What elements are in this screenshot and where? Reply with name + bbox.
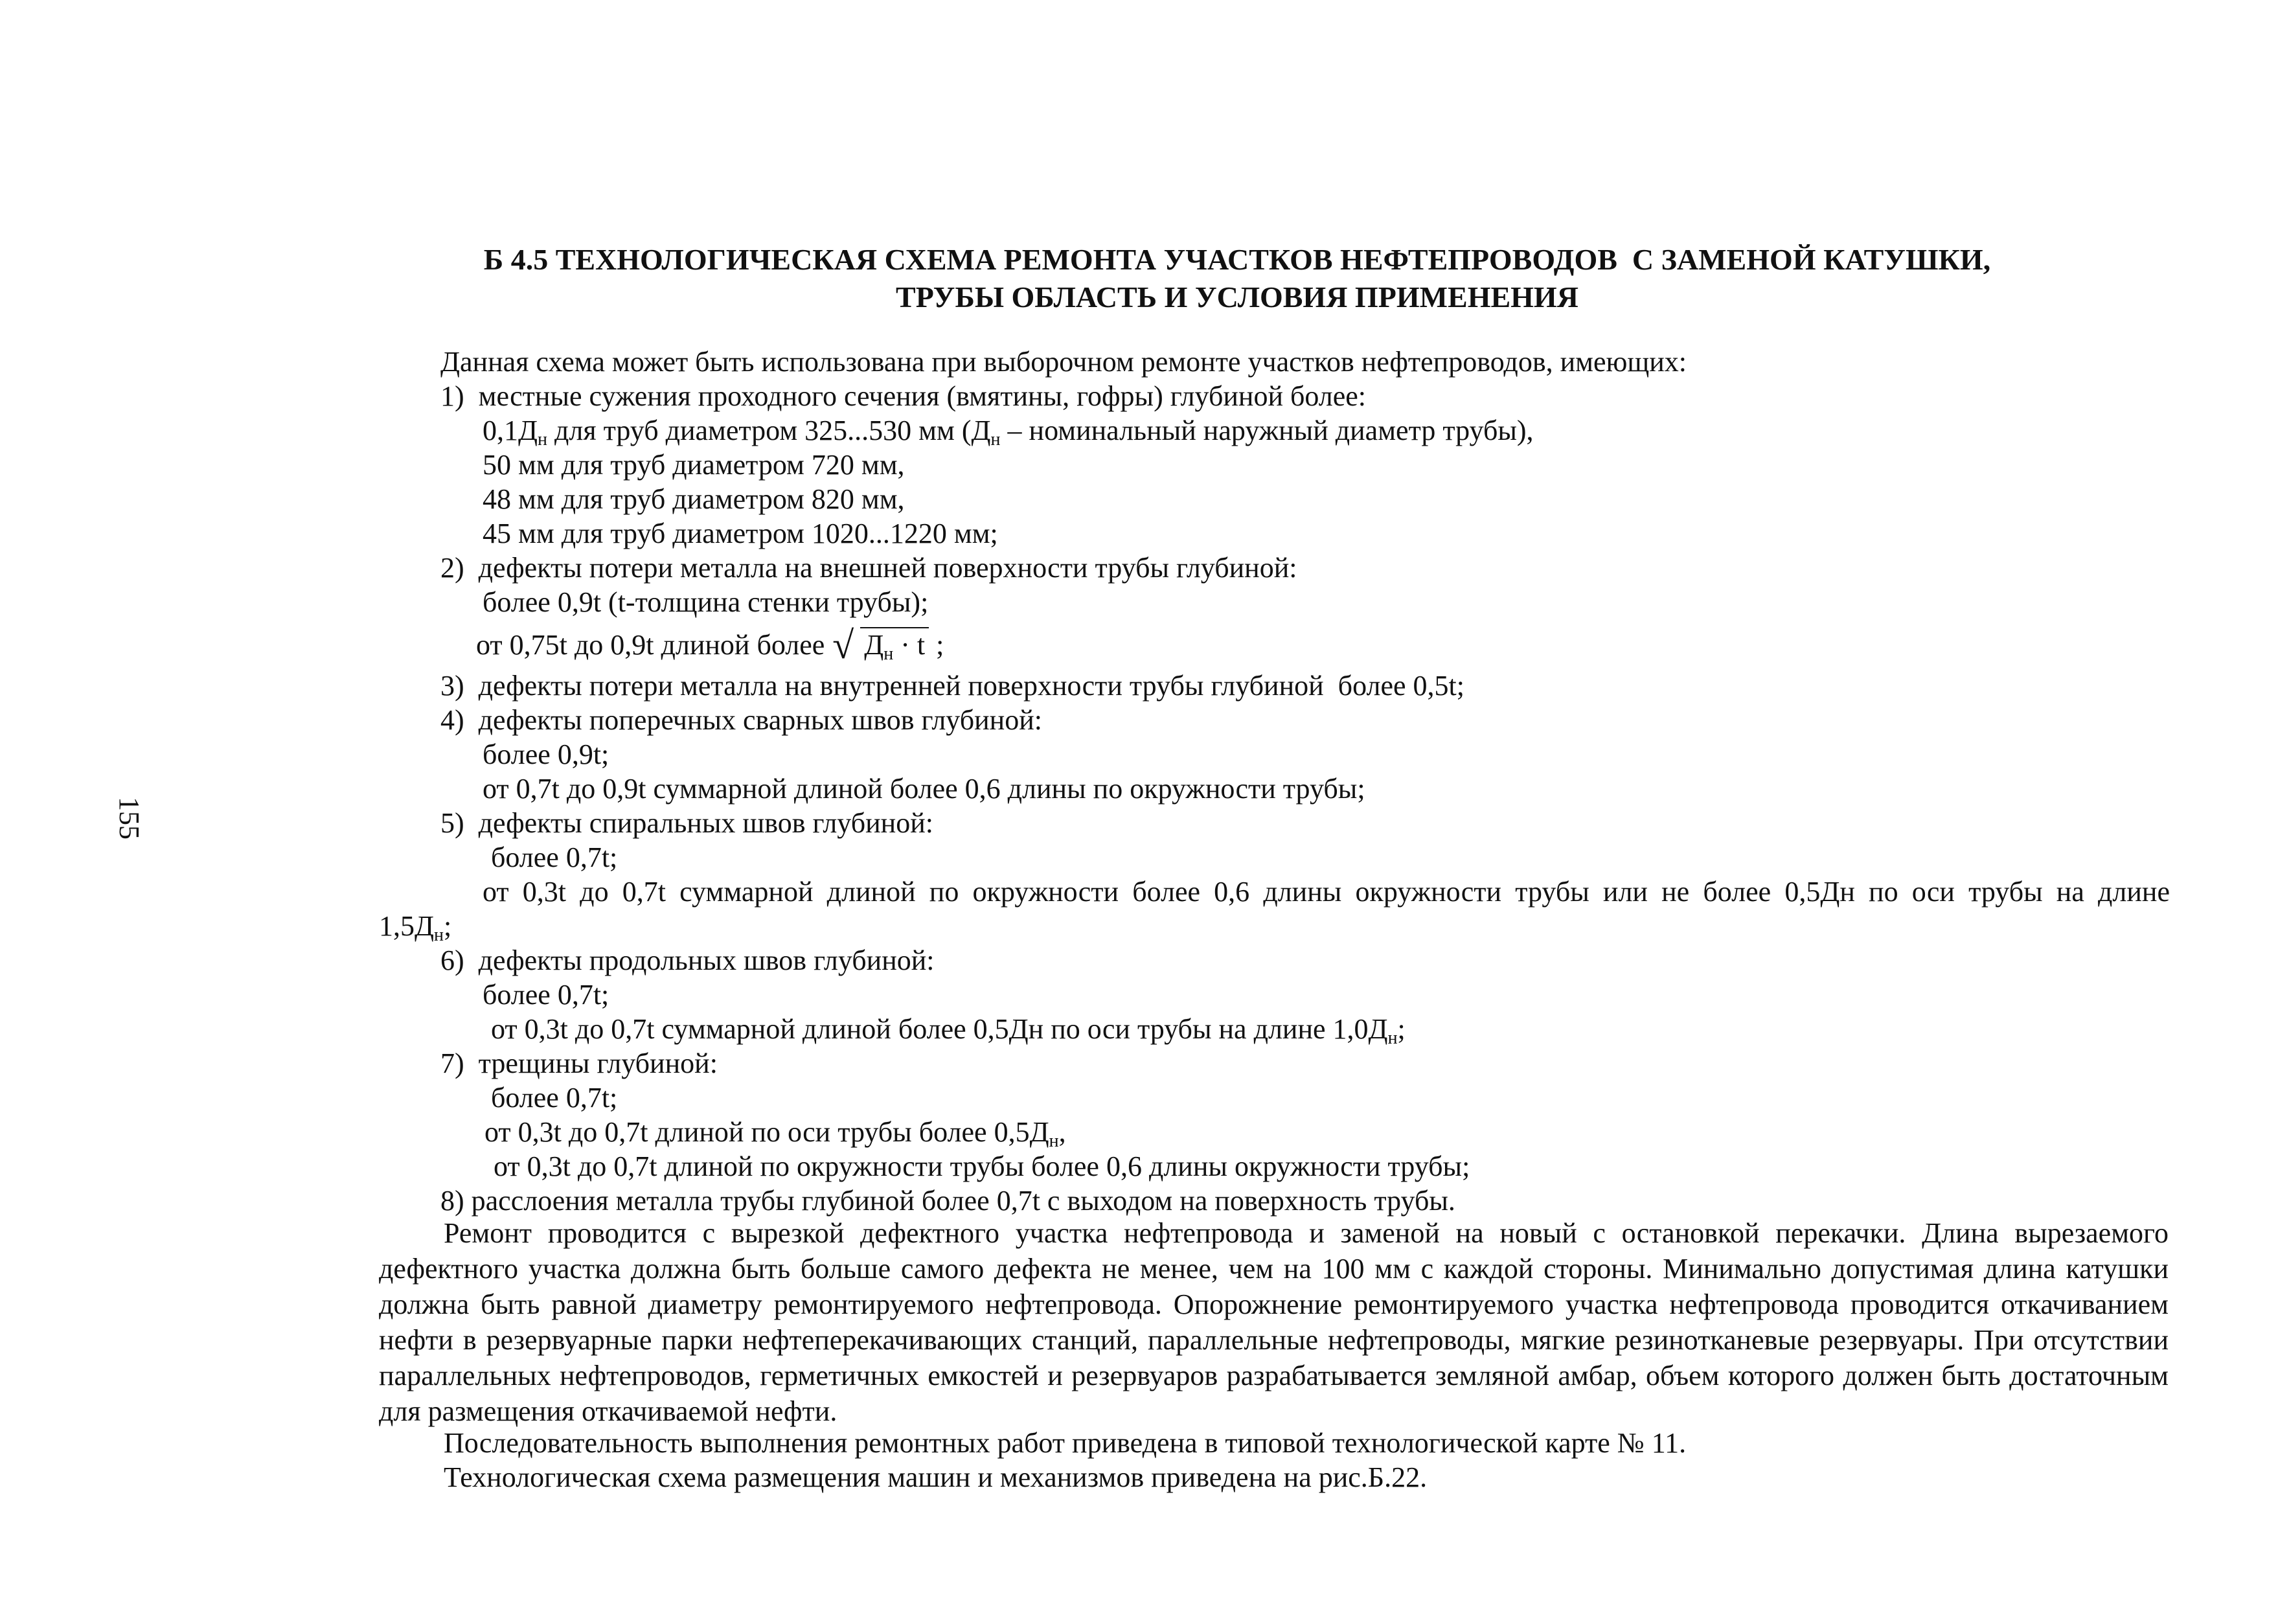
list-item-6-a: более 0,7t; (483, 979, 609, 1011)
page-number: 155 (113, 797, 145, 840)
section-title-line-1: Б 4.5 ТЕХНОЛОГИЧЕСКАЯ СХЕМА РЕМОНТА УЧАСТКОВ НЕФТЕПРОВОДОВ С ЗАМЕНОЙ КАТУШКИ, (483, 243, 1991, 276)
list-item-2-b: от 0,75t до 0,9t длиной более √ $Д_н \cdot t$ ; (476, 627, 944, 671)
list-item-8: 8) расслоения металла трубы глубиной более 0,7t с выходом на поверхность трубы. (440, 1185, 1455, 1217)
paragraph-scheme: Технологическая схема размещения машин и механизмов приведена на рис.Б.22. (444, 1461, 1428, 1493)
list-item-2: 2) дефекты потери металла на внешней поверхности трубы глубиной: (440, 552, 1297, 584)
list-item-2-a: более 0,9t (t-толщина стенки трубы); (483, 586, 929, 618)
sqrt-formula: $Д_н \cdot t$ (860, 627, 929, 671)
radical-icon: √ (832, 624, 854, 667)
intro-line: Данная схема может быть использована при выборочном ремонте участков нефтепроводов, имеющих: (440, 346, 1687, 378)
list-item-7-b: от 0,3t до 0,7t длиной по оси трубы более $0,5Д_н$, (484, 1116, 1066, 1151)
list-item-7: 7) трещины глубиной: (440, 1047, 718, 1079)
list-item-1-c: 48 мм для труб диаметром 820 мм, (483, 483, 905, 515)
list-item-7-a: более 0,7t; (491, 1082, 618, 1114)
list-item-5-a: более 0,7t; (491, 841, 618, 873)
list-item-4-a: более 0,9t; (483, 738, 609, 770)
list-item-1-d: 45 мм для труб диаметром 1020...1220 мм; (483, 518, 998, 549)
list-item-1-b: 50 мм для труб диаметром 720 мм, (483, 449, 905, 481)
list-item-7-c: от 0,3t до 0,7t длиной по окружности трубы более 0,6 длины окружности трубы; (494, 1150, 1470, 1182)
list-item-4: 4) дефекты поперечных сварных швов глубиной: (440, 704, 1042, 736)
paragraph-sequence: Последовательность выполнения ремонтных работ приведена в типовой технологической карте № 11. (444, 1427, 1687, 1459)
list-item-5-b: от 0,3t до 0,7t суммарной длиной по окружности более 0,6 длины окружности трубы или не более 0,5Дн по оси трубы на длине (483, 876, 2170, 908)
section-title (363, 241, 2112, 316)
list-item-6-b: от 0,3t до 0,7t суммарной длиной более 0,5Дн по оси трубы на длине $1,0Д_н$; (491, 1013, 1406, 1048)
list-item-5: 5) дефекты спиральных швов глубиной: (440, 807, 933, 839)
section-title-line-2: ТРУБЫ ОБЛАСТЬ И УСЛОВИЯ ПРИМЕНЕНИЯ (896, 280, 1578, 314)
paragraph-repair: Ремонт проводится с вырезкой дефектного участка нефтепровода и заменой на новый с остановкой перекачки. Длина вырезаемого дефектного участка должна быть больше самого дефекта не менее, чем на 100 мм с каждой стороны. Минимально допустимая длина катушки должна быть равной диаметру ремонтируемого нефтепровода. Опорожнение ремонтируемого участка нефтепровода проводится откачиванием нефти в резервуарные парки нефтеперекачивающих станций, параллельные нефтепроводы, мягкие резинотканевые резервуары. При отсутствии параллельных нефтепроводов, герметичных емкостей и резервуаров разрабатывается земляной амбар, объем которого должен быть достаточным для размещения откачиваемой нефти. (379, 1217, 2169, 1427)
list-item-5-c: $1,5Д_н$; (379, 910, 452, 945)
list-item-6: 6) дефекты продольных швов глубиной: (440, 944, 935, 976)
list-item-4-b: от 0,7t до 0,9t суммарной длиной более 0,6 длины по окружности трубы; (483, 773, 1365, 805)
list-item-1: 1) местные сужения проходного сечения (вмятины, гофры) глубиной более: (440, 380, 1367, 412)
list-item-1-a: $0,1Д_н$ для труб диаметром 325...530 мм ($Д_н$ – номинальный наружный диаметр трубы), (483, 415, 1534, 450)
list-item-3: 3) дефекты потери металла на внутренней поверхности трубы глубиной более 0,5t; (440, 670, 1464, 702)
